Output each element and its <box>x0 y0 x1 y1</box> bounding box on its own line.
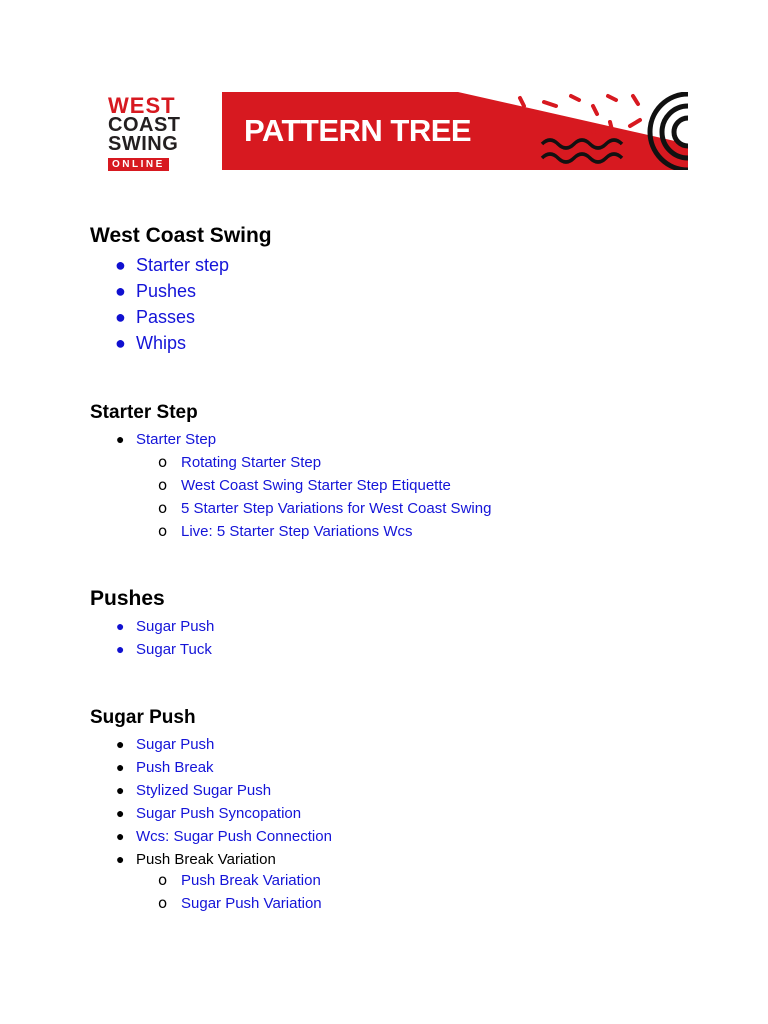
bullet-icon: ● <box>116 431 125 447</box>
link-sugar-push-variation[interactable]: Sugar Push Variation <box>181 895 322 912</box>
link-sugar-push-connection[interactable]: Wcs: Sugar Push Connection <box>136 828 332 845</box>
link-whips[interactable]: Whips <box>136 333 187 353</box>
list-item[interactable] <box>115 304 229 330</box>
list-item[interactable] <box>115 330 229 356</box>
logo-line-west: WEST <box>108 93 176 118</box>
bullet-icon: ● <box>115 333 126 353</box>
bullet-icon: ● <box>115 281 126 301</box>
link-rotating-starter-step[interactable]: Rotating Starter Step <box>181 454 322 471</box>
link-passes[interactable]: Passes <box>136 307 196 327</box>
sub-list-item[interactable] <box>158 520 491 543</box>
bullet-icon: ● <box>116 851 125 867</box>
section-title-pushes: Pushes <box>90 587 165 610</box>
bullet-icon: ● <box>116 641 125 657</box>
link-sugar-push-2[interactable]: Sugar Push <box>136 736 215 753</box>
bullet-icon: ● <box>116 805 125 821</box>
link-sugar-tuck[interactable]: Sugar Tuck <box>136 641 212 658</box>
logo-line-online: ONLINE <box>108 158 169 171</box>
bullet-icon: ● <box>116 618 125 634</box>
section-title-sugar-push: Sugar Push <box>90 707 196 728</box>
bullet-icon: ● <box>116 736 125 752</box>
section-title-starter-step: Starter Step <box>90 402 198 423</box>
pattern-tree-banner <box>108 92 688 170</box>
link-pushes[interactable]: Pushes <box>136 281 197 301</box>
bullet-icon: ● <box>116 759 125 775</box>
logo-line-coast: COAST <box>108 114 181 136</box>
circle-bullet-icon: o <box>158 522 168 540</box>
list-item <box>116 848 332 871</box>
sub-list-item[interactable] <box>158 892 322 915</box>
link-push-break[interactable]: Push Break <box>136 759 214 776</box>
list-item[interactable] <box>116 733 332 756</box>
bullet-icon: ● <box>116 782 125 798</box>
pushes-list <box>116 615 215 661</box>
sub-list-item[interactable] <box>158 497 492 520</box>
starter-list <box>116 428 217 451</box>
link-live-starter-step-variations[interactable]: Live: 5 Starter Step Variations Wcs <box>181 523 413 540</box>
circle-bullet-icon: o <box>158 476 168 494</box>
sugar-push-list <box>116 733 332 871</box>
list-item[interactable] <box>116 428 217 451</box>
push-break-variation-label: Push Break Variation <box>136 851 276 868</box>
banner-red-bar <box>222 92 688 170</box>
wcs-list <box>115 252 230 356</box>
west-coast-swing-online-logo <box>108 93 200 170</box>
link-starter-step-etiquette[interactable]: West Coast Swing Starter Step Etiquette <box>181 477 451 494</box>
list-item[interactable] <box>116 779 332 802</box>
logo-line-swing: SWING <box>108 133 179 155</box>
list-item[interactable] <box>116 638 214 661</box>
list-item[interactable] <box>116 756 332 779</box>
circle-bullet-icon: o <box>158 894 168 912</box>
bullet-icon: ● <box>115 255 126 275</box>
link-starter-step-variations[interactable]: 5 Starter Step Variations for West Coast Swing <box>181 500 492 517</box>
list-item[interactable] <box>116 615 215 638</box>
section-title-west-coast-swing: West Coast Swing <box>90 224 272 247</box>
link-sugar-push-syncopation[interactable]: Sugar Push Syncopation <box>136 805 302 822</box>
link-sugar-push[interactable]: Sugar Push <box>136 618 215 635</box>
starter-sublist <box>158 451 492 543</box>
sub-list-item[interactable] <box>158 474 491 497</box>
bullet-icon: ● <box>116 828 125 844</box>
circle-bullet-icon: o <box>158 499 168 517</box>
sub-list-item[interactable] <box>158 451 491 474</box>
link-starter-step[interactable]: Starter step <box>136 255 230 275</box>
push-break-sublist <box>158 869 322 915</box>
circle-bullet-icon: o <box>158 871 168 889</box>
link-push-break-variation[interactable]: Push Break Variation <box>181 872 321 889</box>
list-item[interactable] <box>116 802 332 825</box>
list-item[interactable] <box>115 278 229 304</box>
link-starter-step-main[interactable]: Starter Step <box>136 431 217 448</box>
list-item[interactable] <box>116 825 332 848</box>
banner-title: PATTERN TREE <box>244 113 472 148</box>
list-item[interactable] <box>115 252 230 278</box>
circle-bullet-icon: o <box>158 453 168 471</box>
bullet-icon: ● <box>115 307 126 327</box>
sub-list-item[interactable] <box>158 869 322 892</box>
link-stylized-sugar-push[interactable]: Stylized Sugar Push <box>136 782 272 799</box>
